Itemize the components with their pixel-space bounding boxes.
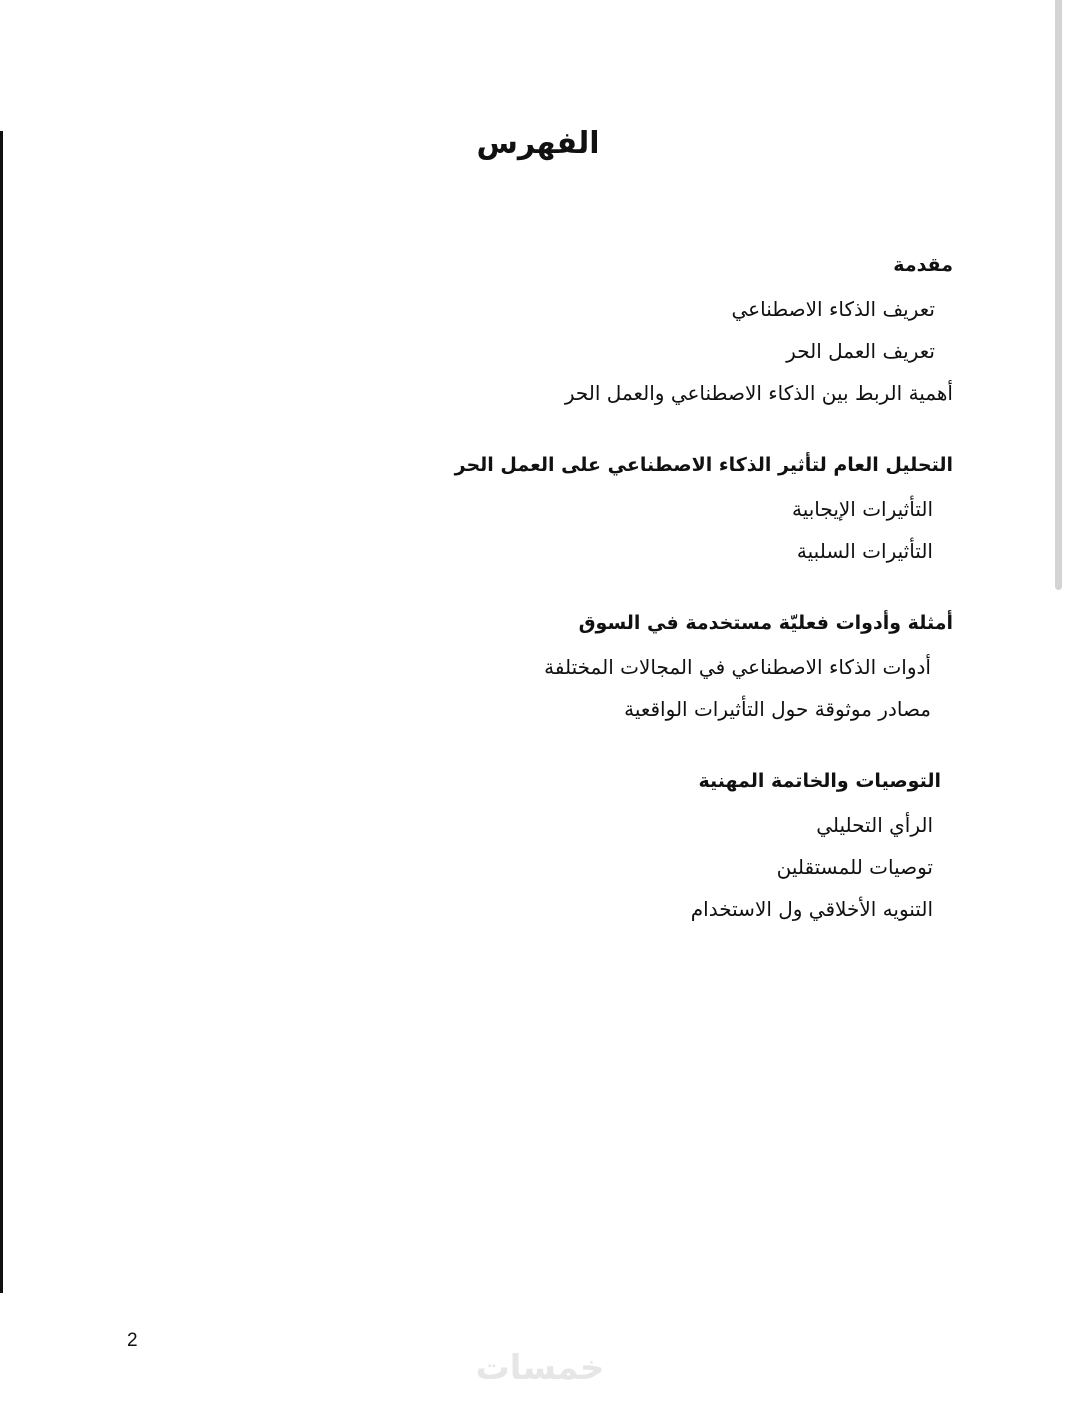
toc-item: الرأي التحليلي <box>816 813 933 837</box>
section-heading: التوصيات والخاتمة المهنية <box>698 770 941 792</box>
page-number: 2 <box>127 1330 138 1351</box>
toc-section-recommendations <box>433 764 953 930</box>
toc-item: التأثيرات الإيجابية <box>791 497 933 521</box>
page-margin-line <box>0 131 3 1293</box>
section-heading: التحليل العام لتأثير الذكاء الاصطناعي على العمل الحر <box>454 454 953 476</box>
page-title <box>0 126 1080 161</box>
scrollbar[interactable] <box>1055 0 1062 590</box>
toc-item: مصادر موثوقة حول التأثيرات الواقعية <box>624 697 931 721</box>
toc-item: تعريف العمل الحر <box>786 339 935 363</box>
section-heading: أمثلة وأدوات فعليّة مستخدمة في السوق <box>578 612 953 634</box>
section-heading: مقدمة <box>893 254 953 276</box>
watermark-logo: خمسات <box>475 1348 605 1388</box>
toc-item: التأثيرات السلبية <box>796 539 933 563</box>
toc-item: تعريف الذكاء الاصطناعي <box>731 297 935 321</box>
toc-section-analysis <box>433 448 953 572</box>
toc-item: توصيات للمستقلين <box>776 855 933 879</box>
toc-item: أهمية الربط بين الذكاء الاصطناعي والعمل الحر <box>564 381 953 405</box>
toc-section-introduction <box>433 248 953 414</box>
toc-item: أدوات الذكاء الاصطناعي في المجالات المختلفة <box>544 655 931 679</box>
toc-section-examples <box>433 606 953 730</box>
toc-item: التنويه الأخلاقي ول الاستخدام <box>690 897 933 921</box>
table-of-contents <box>433 248 953 964</box>
page-title-text: الفهرس <box>476 126 600 161</box>
